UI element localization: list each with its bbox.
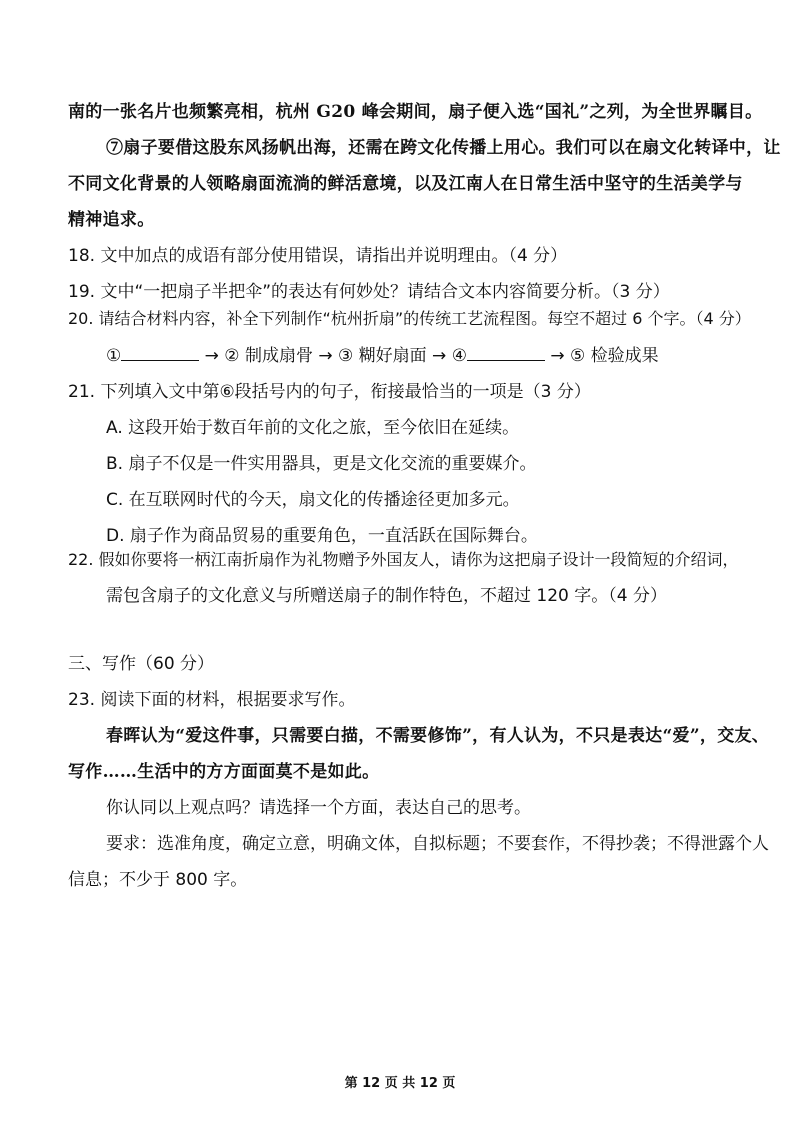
option-c: C. 在互联网时代的今天，扇文化的传播途径更加多元。 <box>106 490 520 510</box>
passage-paragraph-7-line: 不同文化背景的人领略扇面流淌的鲜活意境，以及江南人在日常生活中坚守的生活美学与 <box>68 174 743 194</box>
question-21: 21. 下列填入文中第⑥段括号内的句子，衔接最恰当的一项是（3 分） <box>68 382 591 402</box>
flow-step-5: → ⑤ 检验成果 <box>550 346 659 366</box>
writing-requirements: 要求：选准角度，确定立意，明确文体，自拟标题；不要套作，不得抄袭；不得泄露个人 <box>106 834 769 854</box>
question-22: 22. 假如你要将一柄江南折扇作为礼物赠予外国友人，请你为这把扇子设计一段简短的介绍词， <box>68 550 739 569</box>
question-22-line-2: 需包含扇子的文化意义与所赠送扇子的制作特色，不超过 120 字。（4 分） <box>106 586 667 606</box>
question-18: 18. 文中加点的成语有部分使用错误，请指出并说明理由。（4 分） <box>68 246 568 266</box>
question-23: 23. 阅读下面的材料，根据要求写作。 <box>68 690 356 710</box>
flow-blank-4[interactable] <box>467 344 545 361</box>
question-20-flowchart <box>106 344 760 368</box>
option-a: A. 这段开始于数百年前的文化之旅，至今依旧在延续。 <box>106 418 520 438</box>
writing-prompt: 你认同以上观点吗？请选择一个方面，表达自己的思考。 <box>106 798 531 818</box>
writing-requirements-line-2: 信息；不少于 800 字。 <box>68 870 248 890</box>
section-title-writing: 三、写作（60 分） <box>68 654 215 674</box>
question-20: 20. 请结合材料内容，补全下列制作“杭州折扇”的传统工艺流程图。每空不超过 6 个字。（4 分） <box>68 309 751 328</box>
passage-paragraph-7-line: ⑦扇子要借这股东风扬帆出海，还需在跨文化传播上用心。我们可以在扇文化转译中，让 <box>106 138 781 158</box>
option-d: D. 扇子作为商品贸易的重要角色，一直活跃在国际舞台。 <box>106 526 538 546</box>
option-b: B. 扇子不仅是一件实用器具，更是文化交流的重要媒介。 <box>106 454 537 474</box>
passage-line: 南的一张名片也频繁亮相，杭州 G20 峰会期间，扇子便入选“国礼”之列，为全世界瞩目。 <box>68 102 763 122</box>
page-number: 第 12 页 共 12 页 <box>344 1076 456 1091</box>
writing-material-line: 春晖认为“爱这件事，只需要白描，不需要修饰”，有人认为，不只是表达“爱”，交友、 <box>106 726 770 746</box>
flow-step-1-label: ① <box>106 346 122 366</box>
flow-steps-2-4: → ② 制成扇骨 → ③ 糊好扇面 → ④ <box>204 346 467 366</box>
flow-blank-1[interactable] <box>121 344 199 361</box>
passage-paragraph-7-line: 精神追求。 <box>68 210 155 230</box>
question-19: 19. 文中“一把扇子半把伞”的表达有何妙处？请结合文本内容简要分析。（3 分） <box>68 282 670 302</box>
writing-material-line: 写作……生活中的方方面面莫不是如此。 <box>68 762 380 782</box>
